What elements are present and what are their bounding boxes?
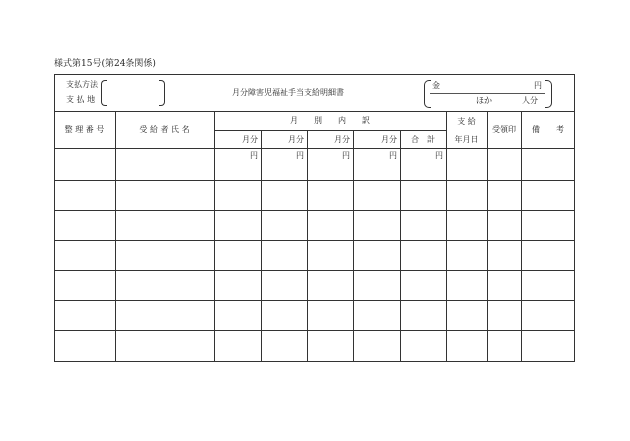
col-monthly-breakdown: 月 別 内 訳 bbox=[290, 116, 370, 125]
row-divider bbox=[54, 210, 575, 211]
row-divider bbox=[54, 330, 575, 331]
amount-right-bracket bbox=[545, 80, 552, 108]
col-stamp: 受領印 bbox=[492, 125, 516, 134]
col-divider bbox=[521, 111, 522, 362]
col-payment-top: 支 給 bbox=[457, 117, 476, 126]
row-divider bbox=[54, 270, 575, 271]
document-title: 月分障害児福祉手当支給明細書 bbox=[232, 88, 344, 97]
yen-unit-3: 円 bbox=[342, 151, 350, 160]
payment-method-label: 支払方法 bbox=[66, 80, 98, 89]
yen-unit-1: 円 bbox=[250, 151, 258, 160]
yen-unit-2: 円 bbox=[296, 151, 304, 160]
right-bracket bbox=[159, 80, 165, 106]
col-payment-bottom: 年月日 bbox=[454, 135, 479, 144]
col-divider bbox=[353, 130, 354, 362]
header-divider bbox=[54, 111, 575, 112]
left-bracket bbox=[101, 80, 107, 106]
amount-left-bracket bbox=[424, 80, 431, 108]
col-divider bbox=[115, 111, 116, 362]
amount-label: 金 bbox=[432, 81, 440, 90]
persons-unit: 人分 bbox=[522, 96, 538, 105]
col-divider bbox=[214, 111, 215, 362]
col-divider bbox=[307, 130, 308, 362]
month-subheader-line bbox=[214, 130, 446, 131]
others-label: ほか bbox=[476, 96, 492, 105]
col-remarks: 備 考 bbox=[532, 125, 564, 134]
yen-unit-total: 円 bbox=[435, 151, 443, 160]
yen-unit-4: 円 bbox=[389, 151, 397, 160]
amount-underline bbox=[430, 93, 545, 94]
form-number: 様式第15号(第24条関係) bbox=[54, 59, 156, 69]
col-divider bbox=[261, 130, 262, 362]
payment-place-label: 支 払 地 bbox=[66, 95, 96, 104]
col-serial: 整 理 番 号 bbox=[64, 125, 105, 134]
amount-unit: 円 bbox=[534, 81, 542, 90]
row-divider bbox=[54, 180, 575, 181]
row-divider bbox=[54, 300, 575, 301]
col-month-3: 月分 bbox=[334, 135, 350, 144]
col-divider bbox=[400, 130, 401, 362]
col-recipient: 受 給 者 氏 名 bbox=[139, 125, 190, 134]
col-month-1: 月分 bbox=[242, 135, 258, 144]
col-month-4: 月分 bbox=[381, 135, 397, 144]
col-divider bbox=[487, 111, 488, 362]
col-month-2: 月分 bbox=[288, 135, 304, 144]
column-header-bottom bbox=[54, 148, 575, 149]
col-total: 合 計 bbox=[411, 135, 435, 144]
col-divider bbox=[446, 111, 447, 362]
row-divider bbox=[54, 240, 575, 241]
